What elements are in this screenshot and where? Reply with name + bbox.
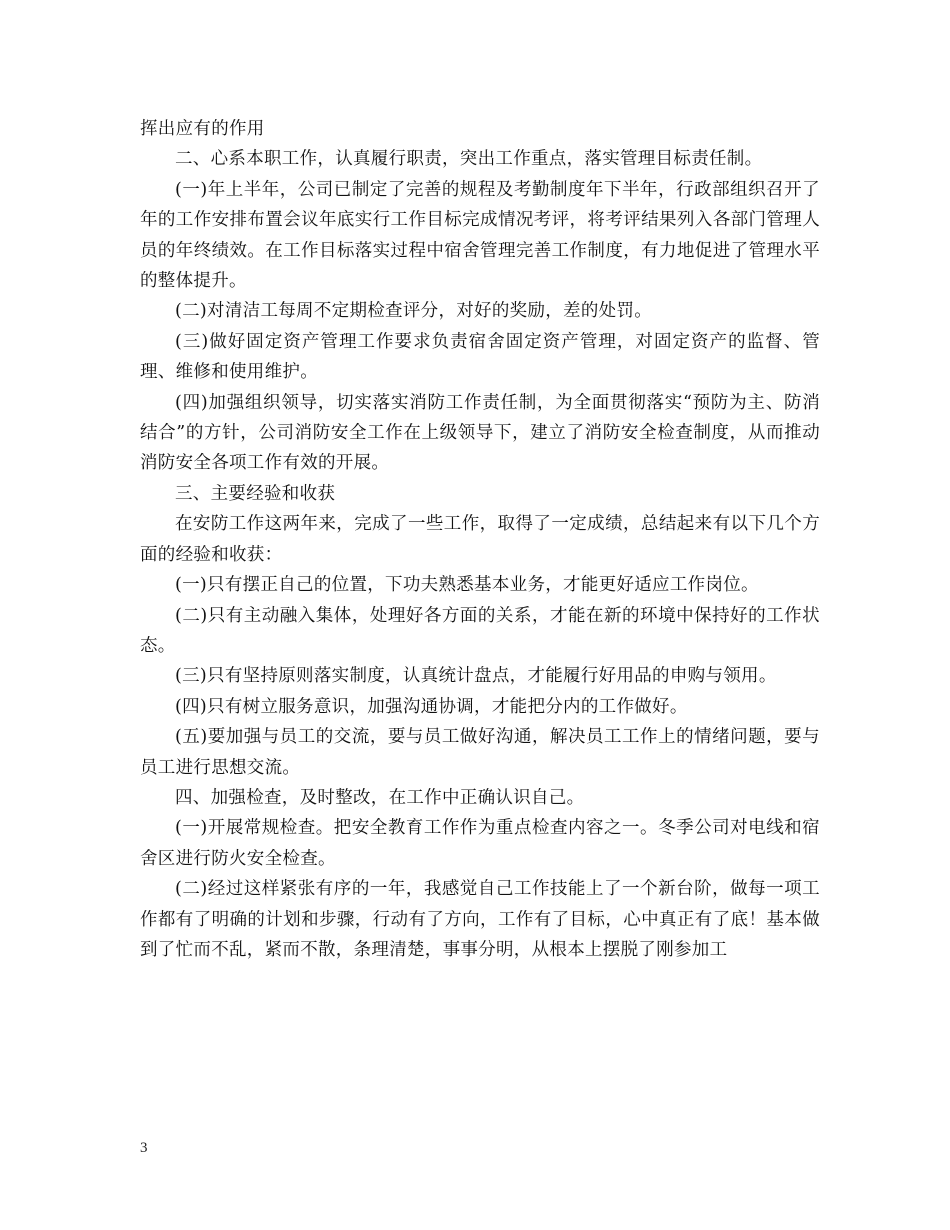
paragraph-11: (三)只有坚持原则落实制度，认真统计盘点，才能履行好用品的申购与领用。 — [175, 666, 777, 687]
paragraph-1: 挥出应有的作用 — [140, 119, 265, 139]
paragraph-15: (一)开展常规检查。把安全教育工作作为重点检查内容之一。冬季公司对电线和宿舍区进行防火安全检查。 — [140, 818, 820, 869]
document-body — [140, 114, 820, 965]
paragraph-2: 二、心系本职工作，认真履行职责，突出工作重点，落实管理目标责任制。 — [175, 149, 763, 170]
paragraph-4: (二)对清洁工每周不定期检查评分，对好的奖励，差的处罚。 — [175, 301, 653, 322]
paragraph-3: (一)年上半年，公司已制定了完善的规程及考勤制度年下半年，行政部组织召开了年的工作安排布置会议年底实行工作目标完成情况考评，将考评结果列入各部门管理人员的年终绩效。在工作目标落实过程中宿舍管理完善工作制度，有力地促进了管理水平的整体提升。 — [140, 179, 820, 292]
paragraph-5: (三)做好固定资产管理工作要求负责宿舍固定资产管理，对固定资产的监督、管理、维修和使用维护。 — [140, 331, 820, 383]
paragraph-9: (一)只有摆正自己的位置，下功夫熟悉基本业务，才能更好适应工作岗位。 — [175, 575, 759, 596]
paragraph-13: (五)要加强与员工的交流，要与员工做好沟通，解决员工工作上的情绪问题，要与员工进行思想交流。 — [140, 727, 820, 778]
paragraph-12: (四)只有树立服务意识，加强沟通协调，才能把分内的工作做好。 — [175, 696, 688, 717]
paragraph-10: (二)只有主动融入集体，处理好各方面的关系，才能在新的环境中保持好的工作状态。 — [140, 605, 820, 656]
paragraph-8: 在安防工作这两年来，完成了一些工作，取得了一定成绩，总结起来有以下几个方面的经验和收获： — [140, 514, 820, 565]
page-number: 3 — [140, 1140, 148, 1156]
section-heading-3: 三、主要经验和收获 — [175, 483, 336, 504]
paragraph-16: (二)经过这样紧张有序的一年，我感觉自己工作技能上了一个新台阶，做每一项工作都有了明确的计划和步骤，行动有了方向，工作有了目标，心中真正有了底！基本做到了忙而不乱，紧而不散，条理清楚，事事分明，从根本上摆脱了刚参加工 — [140, 879, 820, 960]
paragraph-6: (四)加强组织领导，切实落实消防工作责任制，为全面贯彻落实“预防为主、防消结合”的方针，公司消防安全工作在上级领导下，建立了消防安全检查制度，从而推动消防安全各项工作有效的开展。 — [140, 392, 820, 474]
section-heading-4: 四、加强检查，及时整改，在工作中正确认识自己。 — [175, 787, 585, 808]
